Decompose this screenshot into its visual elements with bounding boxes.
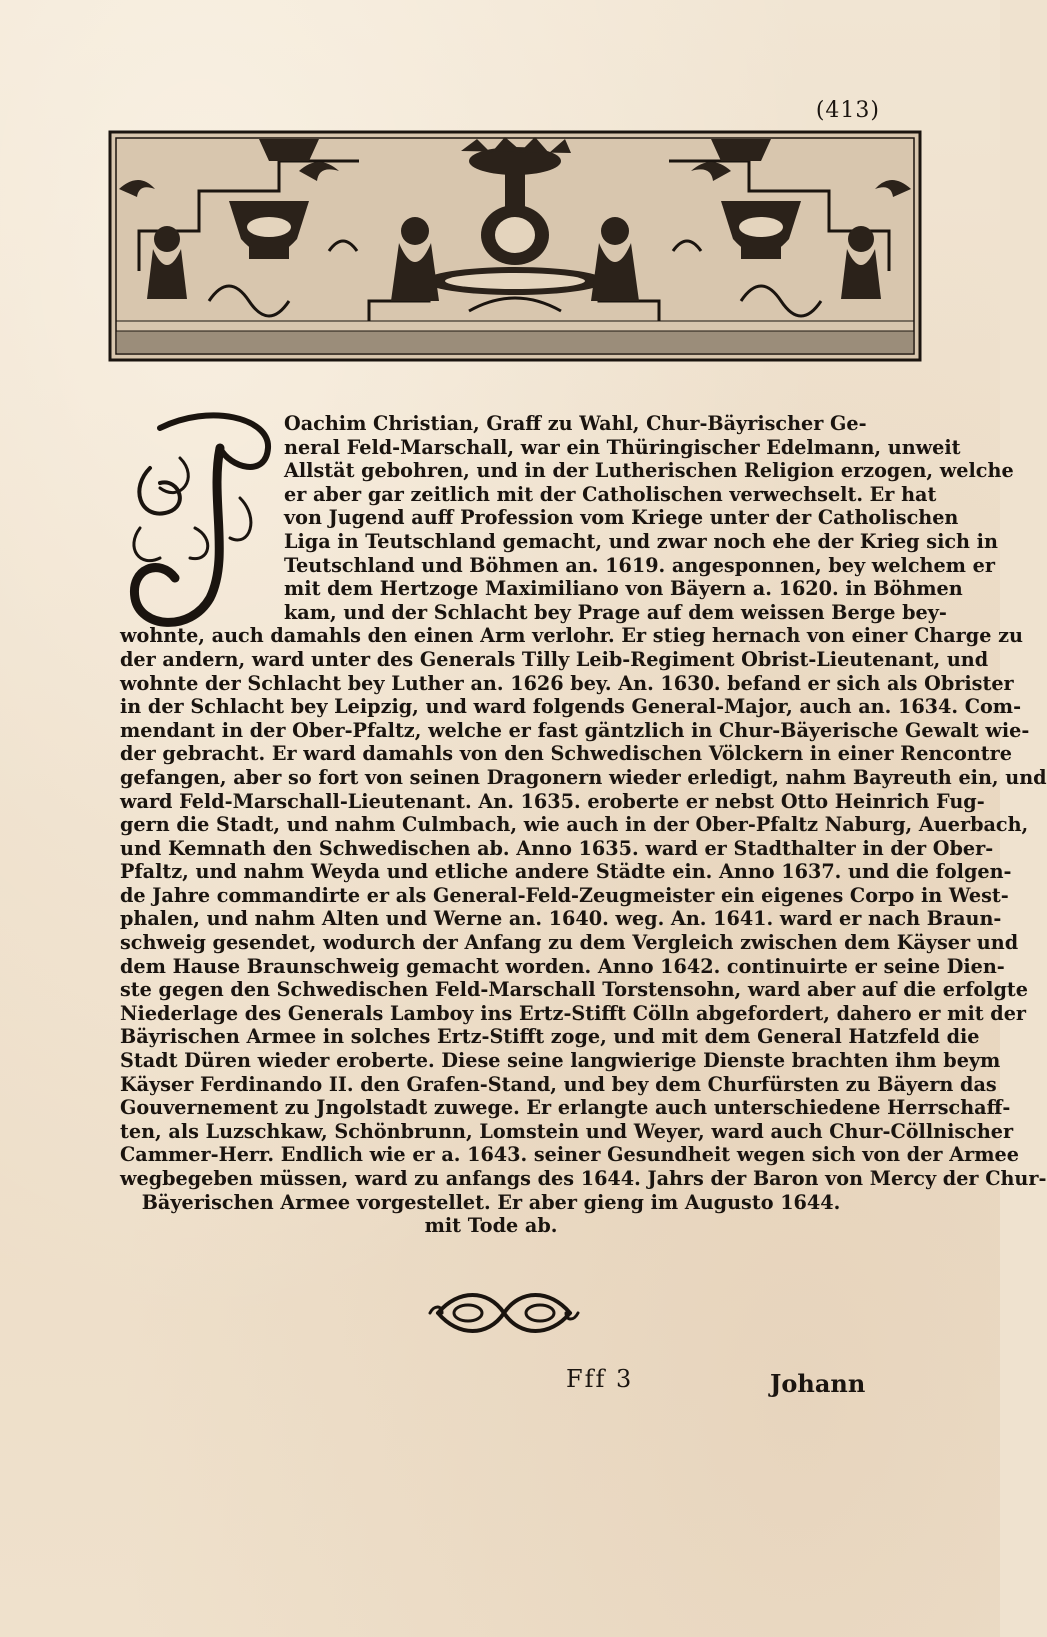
text-line: Oachim Christian, Graff zu Wahl, Chur-Bäyrischer Ge- bbox=[284, 412, 867, 435]
text-line: kam, und der Schlacht bey Prage auf dem weissen Berge bey- bbox=[284, 600, 947, 624]
text-line: ste gegen den Schwedischen Feld-Marschall Torstensohn, ward aber auf die erfolgte bbox=[120, 978, 1028, 1002]
page-number: (413) bbox=[815, 98, 880, 123]
text-line: von Jugend auff Profession vom Kriege unter der Catholischen bbox=[284, 506, 959, 530]
text-line: Bäyerischen Armee vorgestellet. Er aber gieng im Augusto 1644. bbox=[141, 1190, 841, 1214]
article-text bbox=[120, 412, 1047, 1238]
text-line: Pfaltz, und nahm Weyda und etliche andere Städte ein. Anno 1637. und die folgen- bbox=[120, 860, 1012, 884]
scroll-flourish-icon bbox=[428, 1285, 580, 1341]
text-line: mit dem Hertzoge Maximiliano von Bäyern a. 1620. in Böhmen bbox=[284, 577, 963, 601]
text-line: dem Hause Braunschweig gemacht worden. Anno 1642. continuirte er seine Dien- bbox=[120, 954, 1005, 978]
text-line: Cammer-Herr. Endlich wie er a. 1643. seiner Gesundheit wegen sich von der Armee bbox=[120, 1143, 1019, 1167]
grotesque-ornament-icon bbox=[109, 131, 921, 361]
text-line: der andern, ward unter des Generals Tilly Leib-Regiment Obrist-Lieutenant, und bbox=[120, 647, 989, 671]
text-line: gefangen, aber so fort von seinen Dragonern wieder erledigt, nahm Bayreuth ein, und bbox=[120, 765, 1047, 789]
text-line: de Jahre commandirte er als General-Feld-Zeugmeister ein eigenes Corpo in West- bbox=[120, 883, 1009, 907]
text-line: der gebracht. Er ward damahls von den Schwedischen Völckern in einer Rencontre bbox=[120, 742, 1012, 766]
text-line: in der Schlacht bey Leipzig, und ward folgends General-Major, auch an. 1634. Com- bbox=[120, 695, 1022, 719]
catchword: Johann bbox=[770, 1369, 866, 1398]
text-line: und Kemnath den Schwedischen ab. Anno 1635. ward er Stadthalter in der Ober- bbox=[120, 836, 994, 860]
text-line: Allstät gebohren, und in der Lutherischen Religion erzogen, welche bbox=[284, 459, 1014, 483]
text-line: Käyser Ferdinando II. den Grafen-Stand, und bey dem Churfürsten zu Bäyern das bbox=[120, 1072, 997, 1096]
text-line: gern die Stadt, und nahm Culmbach, wie auch in der Ober-Pfaltz Naburg, Auerbach, bbox=[120, 813, 1029, 837]
text-line: wohnte der Schlacht bey Luther an. 1626 bey. An. 1630. befand er sich als Obrister bbox=[120, 671, 1014, 695]
signature-mark: Fff 3 bbox=[566, 1365, 634, 1393]
text-line: mendant in der Ober-Pfaltz, welche er fast gäntzlich in Chur-Bäyerische Gewalt wie- bbox=[120, 718, 1030, 742]
text-line: Gouvernement zu Jngolstadt zuwege. Er erlangte auch unterschiedene Herrschaff- bbox=[120, 1096, 1011, 1120]
text-line: Bäyrischen Armee in solches Ertz-Stifft zoge, und mit dem General Hatzfeld die bbox=[120, 1025, 980, 1049]
text-line: schweig gesendet, wodurch der Anfang zu dem Vergleich zwischen dem Käyser und bbox=[120, 931, 1019, 955]
text-line: Liga in Teutschland gemacht, und zwar noch ehe der Krieg sich in bbox=[284, 529, 998, 553]
text-line: Stadt Düren wieder eroberte. Diese seine langwierige Dienste brachten ihm beym bbox=[120, 1049, 1001, 1073]
text-line: Teutschland und Böhmen an. 1619. angesponnen, bey welchem er bbox=[284, 553, 995, 577]
text-line: Niederlage des Generals Lamboy ins Ertz-Stifft Cölln abgefordert, dahero er mit der bbox=[120, 1001, 1027, 1025]
text-line: wohnte, auch damahls den einen Arm verlohr. Er stieg hernach von einer Charge zu bbox=[120, 624, 1023, 648]
text-line: phalen, und nahm Alten und Werne an. 1640. weg. An. 1641. ward er nach Braun- bbox=[120, 907, 1002, 931]
text-line: ten, als Luzschkaw, Schönbrunn, Lomstein und Weyer, ward auch Chur-Cöllnischer bbox=[120, 1119, 1014, 1143]
text-line: wegbegeben müssen, ward zu anfangs des 1644. Jahrs der Baron von Mercy der Chur- bbox=[120, 1167, 1047, 1190]
text-line: mit Tode ab. bbox=[424, 1214, 558, 1238]
text-line: neral Feld-Marschall, war ein Thüringischer Edelmann, unweit bbox=[284, 435, 961, 459]
text-line: ward Feld-Marschall-Lieutenant. An. 1635. eroberte er nebst Otto Heinrich Fug- bbox=[120, 789, 985, 813]
text-line: er aber gar zeitlich mit der Catholischen verwechselt. Er hat bbox=[284, 482, 937, 506]
